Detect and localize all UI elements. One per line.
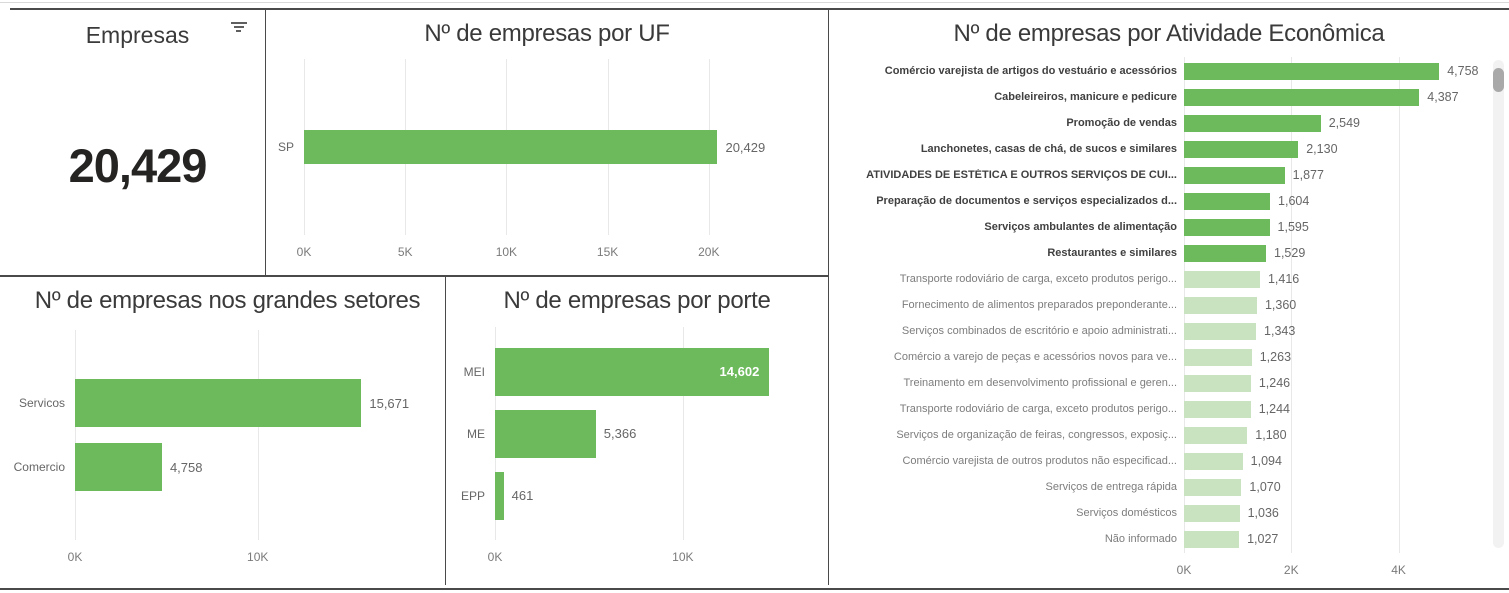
value-label: 4,758 bbox=[169, 459, 203, 475]
value-label: 4,758 bbox=[1447, 64, 1479, 78]
x-tick-label: 0K bbox=[67, 550, 83, 564]
bar-row bbox=[829, 422, 1479, 448]
bar-track bbox=[304, 130, 810, 164]
bar-row bbox=[829, 448, 1479, 474]
category-label: Fornecimento de alimentos preparados preponderante... bbox=[901, 299, 1177, 311]
value-label: 5,366 bbox=[603, 426, 637, 441]
bar[interactable] bbox=[75, 443, 162, 491]
value-label: 461 bbox=[511, 488, 534, 503]
chart-title: Nº de empresas nos grandes setores bbox=[34, 287, 421, 314]
x-tick-label: 2K bbox=[1283, 563, 1299, 577]
bar-track bbox=[1184, 141, 1479, 158]
bar[interactable] bbox=[1184, 141, 1298, 158]
bar[interactable] bbox=[495, 348, 769, 396]
porte-rows bbox=[446, 327, 820, 540]
category-label: Serviços combinados de escritório e apoio administrati... bbox=[901, 325, 1177, 337]
category-label: Serviços de organização de feiras, congressos, exposiç... bbox=[896, 429, 1177, 441]
category-label: Lanchonetes, casas de chá, de sucos e similares bbox=[920, 143, 1177, 155]
bar-row bbox=[829, 474, 1479, 500]
bar-track bbox=[1184, 63, 1479, 80]
x-tick-label: 5K bbox=[397, 245, 413, 259]
uf-rows bbox=[266, 59, 810, 235]
bar-track bbox=[1184, 219, 1479, 236]
category-label: ME bbox=[467, 426, 485, 441]
x-tick-label: 0K bbox=[296, 245, 312, 259]
bar-track bbox=[1184, 375, 1479, 392]
category-label: SP bbox=[277, 140, 294, 154]
value-label: 4,387 bbox=[1427, 90, 1459, 104]
category-label: Comércio varejista de artigos do vestuário e acessórios bbox=[884, 65, 1177, 77]
bar-row bbox=[10, 435, 435, 499]
value-label: 1,529 bbox=[1274, 246, 1306, 260]
value-label: 1,595 bbox=[1277, 220, 1309, 234]
value-label: 1,343 bbox=[1264, 324, 1296, 338]
bar-row bbox=[446, 403, 820, 465]
filter-icon[interactable] bbox=[230, 22, 247, 35]
bar-row bbox=[829, 58, 1479, 84]
bar-row bbox=[829, 84, 1479, 110]
bar[interactable] bbox=[1184, 89, 1419, 106]
bar[interactable] bbox=[1184, 401, 1251, 418]
value-label: 1,027 bbox=[1247, 532, 1279, 546]
value-label: 2,549 bbox=[1328, 116, 1360, 130]
bar-row bbox=[829, 318, 1479, 344]
bar[interactable] bbox=[1184, 505, 1240, 522]
bar-track bbox=[1184, 427, 1479, 444]
x-tick-label: 0K bbox=[487, 550, 503, 564]
category-label: EPP bbox=[460, 488, 485, 503]
bar-row bbox=[829, 370, 1479, 396]
atividade-x-axis bbox=[1176, 553, 1479, 585]
atividade-rows bbox=[829, 57, 1479, 553]
chart-title: Nº de empresas por UF bbox=[424, 20, 670, 47]
category-label: Não informado bbox=[1104, 533, 1177, 545]
bar-track bbox=[1184, 531, 1479, 548]
atividade-chart bbox=[829, 10, 1509, 585]
bar-track bbox=[1184, 271, 1479, 288]
card-value: 20,429 bbox=[68, 139, 207, 192]
empresas-card bbox=[10, 10, 265, 275]
bar-track bbox=[75, 379, 435, 427]
bar-track bbox=[1184, 167, 1479, 184]
uf-x-axis bbox=[296, 235, 810, 275]
bar[interactable] bbox=[1184, 375, 1251, 392]
category-label: Transporte rodoviário de carga, exceto produtos perigo... bbox=[899, 403, 1177, 415]
bar[interactable] bbox=[1184, 219, 1270, 236]
x-tick-label: 10K bbox=[247, 550, 269, 564]
bar[interactable] bbox=[1184, 349, 1252, 366]
bar-row bbox=[829, 240, 1479, 266]
bar-row bbox=[829, 110, 1479, 136]
bottom-border bbox=[0, 588, 1509, 590]
bar-row bbox=[829, 214, 1479, 240]
setores-rows bbox=[10, 330, 435, 540]
bar-track bbox=[1184, 193, 1479, 210]
bar-track bbox=[1184, 479, 1479, 496]
value-label: 2,130 bbox=[1306, 142, 1338, 156]
setores-chart bbox=[10, 277, 445, 585]
x-tick-label: 0K bbox=[1176, 563, 1192, 577]
bar[interactable] bbox=[1184, 63, 1439, 80]
bar-row bbox=[829, 188, 1479, 214]
value-label: 1,244 bbox=[1258, 402, 1290, 416]
page-top-edge bbox=[0, 2, 1509, 3]
bar-row bbox=[829, 396, 1479, 422]
value-label: 20,429 bbox=[725, 139, 766, 155]
card-title: Empresas bbox=[85, 22, 190, 48]
bar[interactable] bbox=[1184, 167, 1285, 184]
bar-track bbox=[1184, 401, 1479, 418]
value-label: 1,036 bbox=[1247, 506, 1279, 520]
bar-row bbox=[829, 292, 1479, 318]
bar-row bbox=[829, 500, 1479, 526]
porte-chart bbox=[446, 277, 828, 585]
scrollbar-track[interactable] bbox=[1493, 60, 1504, 548]
category-label: Cabeleireiros, manicure e pedicure bbox=[994, 91, 1177, 103]
bar-track bbox=[1184, 297, 1479, 314]
category-label: Comércio varejista de outros produtos não especificad... bbox=[902, 455, 1177, 467]
x-tick-label: 10K bbox=[672, 550, 694, 564]
bar[interactable] bbox=[1184, 245, 1266, 262]
category-label: MEI bbox=[463, 364, 485, 379]
category-label: Promoção de vendas bbox=[1066, 117, 1177, 129]
bar[interactable] bbox=[1184, 323, 1256, 340]
value-label: 1,416 bbox=[1267, 272, 1300, 286]
x-tick-label: 15K bbox=[596, 245, 619, 259]
bar-row bbox=[829, 266, 1479, 292]
value-label: 1,180 bbox=[1255, 428, 1287, 442]
bar[interactable] bbox=[1184, 427, 1247, 444]
value-label: 1,246 bbox=[1258, 376, 1291, 390]
category-label: Serviços ambulantes de alimentação bbox=[984, 221, 1177, 233]
value-label: 1,360 bbox=[1264, 298, 1297, 312]
bar-track bbox=[1184, 115, 1479, 132]
bar[interactable] bbox=[495, 472, 504, 520]
bar-row bbox=[829, 136, 1479, 162]
value-label: 1,877 bbox=[1292, 168, 1324, 182]
category-label: Restaurantes e similares bbox=[1047, 247, 1177, 259]
bar-track bbox=[1184, 453, 1479, 470]
bar[interactable] bbox=[1184, 453, 1243, 470]
category-label: Comercio bbox=[13, 460, 65, 474]
x-tick-label: 4K bbox=[1391, 563, 1406, 577]
value-label: 1,070 bbox=[1249, 480, 1281, 494]
category-label: ATIVIDADES DE ESTÉTICA E OUTROS SERVIÇOS DE CUI... bbox=[866, 169, 1177, 181]
chart-title: Nº de empresas por porte bbox=[503, 287, 771, 314]
bar-row bbox=[446, 341, 820, 403]
bar-row bbox=[446, 465, 820, 527]
scrollbar-thumb[interactable] bbox=[1493, 68, 1504, 92]
bar[interactable] bbox=[1184, 479, 1241, 496]
bar-row bbox=[10, 371, 435, 435]
bar[interactable] bbox=[1184, 193, 1270, 210]
uf-chart bbox=[266, 10, 828, 275]
porte-x-axis bbox=[487, 540, 820, 585]
bar-track bbox=[1184, 245, 1479, 262]
category-label: Treinamento em desenvolvimento profissional e geren... bbox=[903, 377, 1177, 389]
category-label: Comércio a varejo de peças e acessórios novos para ve... bbox=[893, 351, 1177, 363]
bar[interactable] bbox=[1184, 531, 1239, 548]
bar-track bbox=[75, 443, 435, 491]
x-tick-label: 20K bbox=[698, 245, 720, 259]
category-label: Serviços de entrega rápida bbox=[1045, 481, 1177, 493]
bar-track bbox=[495, 472, 820, 520]
category-label: Preparação de documentos e serviços especializados d... bbox=[876, 195, 1177, 207]
bar-track bbox=[495, 348, 820, 396]
bar[interactable] bbox=[1184, 297, 1257, 314]
category-label: Servicos bbox=[18, 396, 65, 410]
bar-track bbox=[1184, 349, 1479, 366]
bar[interactable] bbox=[75, 379, 361, 427]
bar-track bbox=[1184, 323, 1479, 340]
bar-row bbox=[829, 526, 1479, 552]
bar[interactable] bbox=[495, 410, 596, 458]
chart-title: Nº de empresas por Atividade Econômica bbox=[953, 20, 1385, 47]
bar-track bbox=[495, 410, 820, 458]
bar-row bbox=[829, 344, 1479, 370]
value-label: 14,602 bbox=[719, 364, 760, 379]
value-label: 1,263 bbox=[1259, 350, 1292, 364]
bar-row bbox=[829, 162, 1479, 188]
bar-track bbox=[1184, 505, 1479, 522]
x-tick-label: 10K bbox=[495, 245, 518, 259]
category-label: Serviços domésticos bbox=[1076, 507, 1177, 519]
bar-row bbox=[266, 117, 810, 177]
value-label: 1,094 bbox=[1250, 454, 1282, 468]
bar-track bbox=[1184, 89, 1479, 106]
setores-x-axis bbox=[67, 540, 435, 585]
value-label: 15,671 bbox=[369, 395, 410, 411]
bar[interactable] bbox=[1184, 271, 1260, 288]
bar[interactable] bbox=[304, 130, 717, 164]
value-label: 1,604 bbox=[1278, 194, 1310, 208]
category-label: Transporte rodoviário de carga, exceto produtos perigo... bbox=[899, 273, 1177, 285]
bar[interactable] bbox=[1184, 115, 1321, 132]
